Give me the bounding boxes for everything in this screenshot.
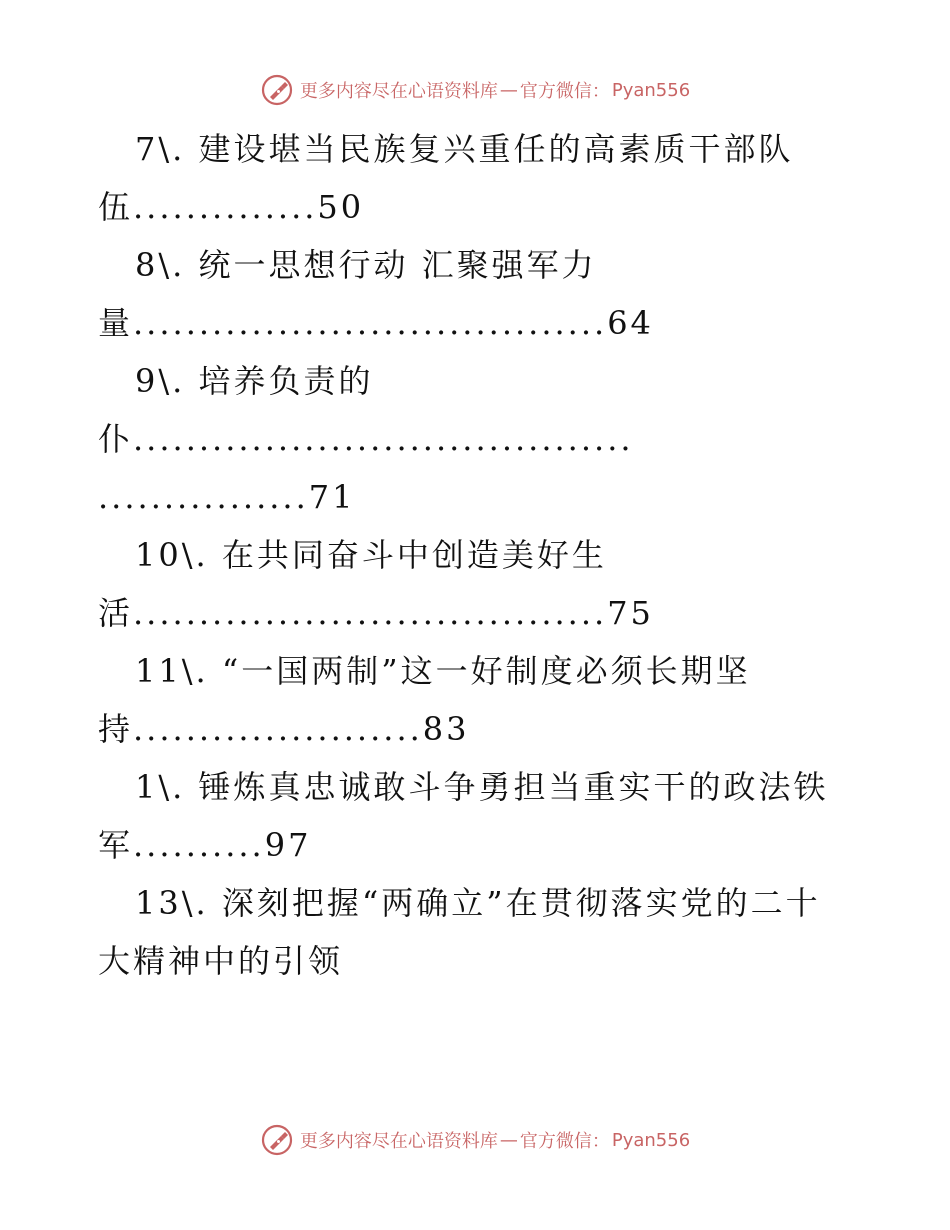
toc-entry-12-title: 1\. 锤炼真忠诚敢斗争勇担当重实干的政法铁 <box>135 768 829 806</box>
toc-entry-8-title: 8\. 统一思想行动 汇聚强军力 <box>135 246 597 284</box>
separator-dash: — <box>499 1129 518 1151</box>
toc-entry-9-page: ................71 <box>98 478 356 516</box>
pen-nib-logo-icon <box>260 73 294 107</box>
toc-entry-7-title: 7\. 建设堪当民族复兴重任的高素质干部队 <box>135 130 794 168</box>
site-slogan: 更多内容尽在心语资料库 <box>299 81 498 102</box>
toc-entry-12-leader: 军..........97 <box>98 826 312 864</box>
toc-entry-9-leader: 仆...................................... <box>98 420 634 458</box>
toc-entry-9-title: 9\. 培养负责的 <box>135 362 374 400</box>
toc-entry-8-leader: 量....................................64 <box>98 304 654 342</box>
wechat-label: 官方微信： <box>519 81 610 102</box>
toc-entry-11-leader: 持......................83 <box>98 710 470 748</box>
toc-entry-13-continued: 大精神中的引领 <box>98 942 344 980</box>
toc-entry-13-title: 13\. 深刻把握“两确立”在贯彻落实党的二十 <box>135 884 821 922</box>
wechat-id: Pyan556 <box>611 1129 691 1151</box>
footer-banner <box>0 1120 950 1160</box>
wechat-id: Pyan556 <box>611 79 691 101</box>
wechat-label: 官方微信： <box>519 1131 610 1152</box>
toc-entry-10-title: 10\. 在共同奋斗中创造美好生 <box>135 536 607 574</box>
site-slogan: 更多内容尽在心语资料库 <box>299 1131 498 1152</box>
table-of-contents <box>98 120 858 990</box>
separator-dash: — <box>499 79 518 101</box>
header-banner <box>0 70 950 110</box>
toc-entry-7-leader: 伍..............50 <box>98 188 365 226</box>
toc-entry-10-leader: 活....................................75 <box>98 594 654 632</box>
pen-nib-logo-icon <box>260 1123 294 1157</box>
toc-entry-11-title: 11\. “一国两制”这一好制度必须长期坚 <box>135 652 751 690</box>
